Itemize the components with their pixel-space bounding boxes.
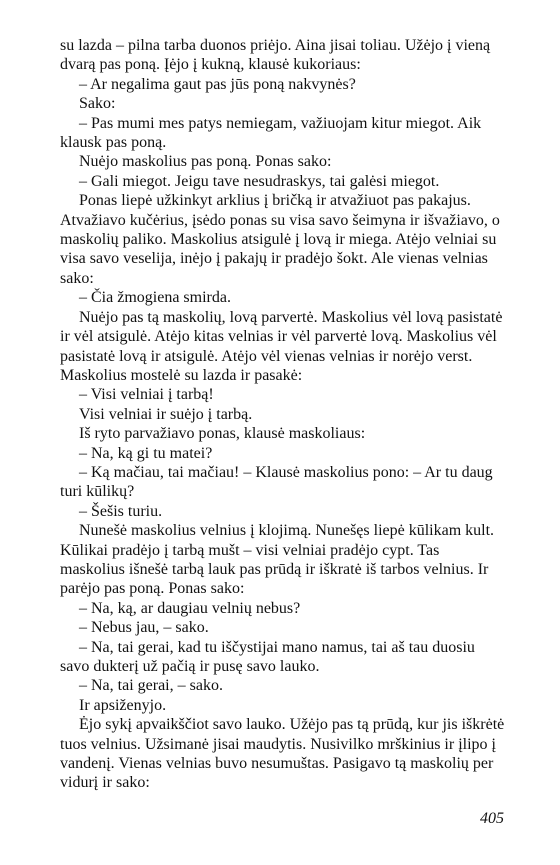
paragraph: Sako: (79, 95, 116, 113)
paragraph: – Nebus jau, – sako. (79, 619, 209, 637)
paragraph: – Čia žmogiena smirda. (79, 289, 231, 307)
paragraph: Iš ryto parvažiavo ponas, klausė maskoliaus: (79, 425, 366, 443)
page-number: 405 (480, 810, 504, 827)
paragraph: – Na, tai gerai, kad tu iščystijai mano namus, tai aš tau duosiu savo dukterį už pačią ir pusę savo lauko. (60, 638, 475, 675)
paragraph: – Pas mumi mes patys nemiegam, važiuojam kitur miegot. Aik klausk pas poną. (60, 114, 482, 152)
paragraph: – Na, ką gi tu matei? (79, 444, 213, 462)
paragraph: – Visi velniai į tarbą! (79, 386, 214, 404)
paragraph: Ėjo sykį apvaikščiot savo lauko. Užėjo pas tą prūdą, kur jis iškrėtė tuos velnius. Užsimanė jisai maudytis. Nusivilko mrškinius ir įlipo į vandenį. Vienas velnias buvo nesumuštas. Pasigavo tą maskolių per vidurį ir sako: (60, 716, 505, 792)
paragraph: Ponas liepė užkinkyt arklius į bričką ir atvažiuot pas pakajus. Atvažiavo kučėrius, įsėdo ponas su visa savo šeimyna ir išvažiavo, o maskolių paliko. Maskolius atsigulė į lovą ir miega. Atėjo velniai su visa savo veselija, inėjo į pakajų ir pradėjo šokt. Ale vienas velnias sako: (60, 192, 500, 287)
paragraph: Nuėjo maskolius pas poną. Ponas sako: (79, 153, 332, 171)
paragraph: – Šešis turiu. (79, 502, 163, 520)
paragraph: Visi velniai ir suėjo į tarbą. (79, 405, 253, 423)
paragraph: – Gali miegot. Jeigu tave nesudraskys, tai galėsi miegot. (79, 172, 440, 190)
paragraph: Ir apsiženyjo. (79, 696, 167, 714)
paragraph: su lazda – pilna tarba duonos priėjo. Aina jisai toliau. Užėjo į vieną dvarą pas poną. Įėjo į kukną, klausė kukoriaus: (60, 37, 491, 74)
paragraph: Nuėjo pas tą maskolių, lovą parvertė. Maskolius vėl lovą pasistatė ir vėl atsigulė. Atėjo kitas velnias ir vėl parvertė lovą. Maskolius vėl pasistatė lovą ir atsigulė. Atėjo vėl vienas velnias ir norėjo verst. Maskolius mostelė su lazda ir pasakė: (60, 308, 503, 384)
body-text (60, 36, 505, 793)
paragraph: – Ką mačiau, tai mačiau! – Klausė maskolius pono: – Ar tu daug turi kūlikų? (60, 463, 493, 501)
paragraph: – Ar negalima gaut pas jūs poną nakvynės? (79, 75, 356, 93)
paragraph: – Na, ką, ar daugiau velnių nebus? (79, 599, 301, 617)
paragraph: Nunešė maskolius velnius į klojimą. Nunešęs liepė kūlikam kult. Kūlikai pradėjo į tarbą mušt – visi velniai pradėjo cypt. Tas maskolius išnešė tarbą lauk pas prūdą ir iškratė iš tarbos velnius. Ir parėjo pas poną. Ponas sako: (60, 522, 495, 598)
paragraph: – Na, tai gerai, – sako. (79, 677, 223, 695)
